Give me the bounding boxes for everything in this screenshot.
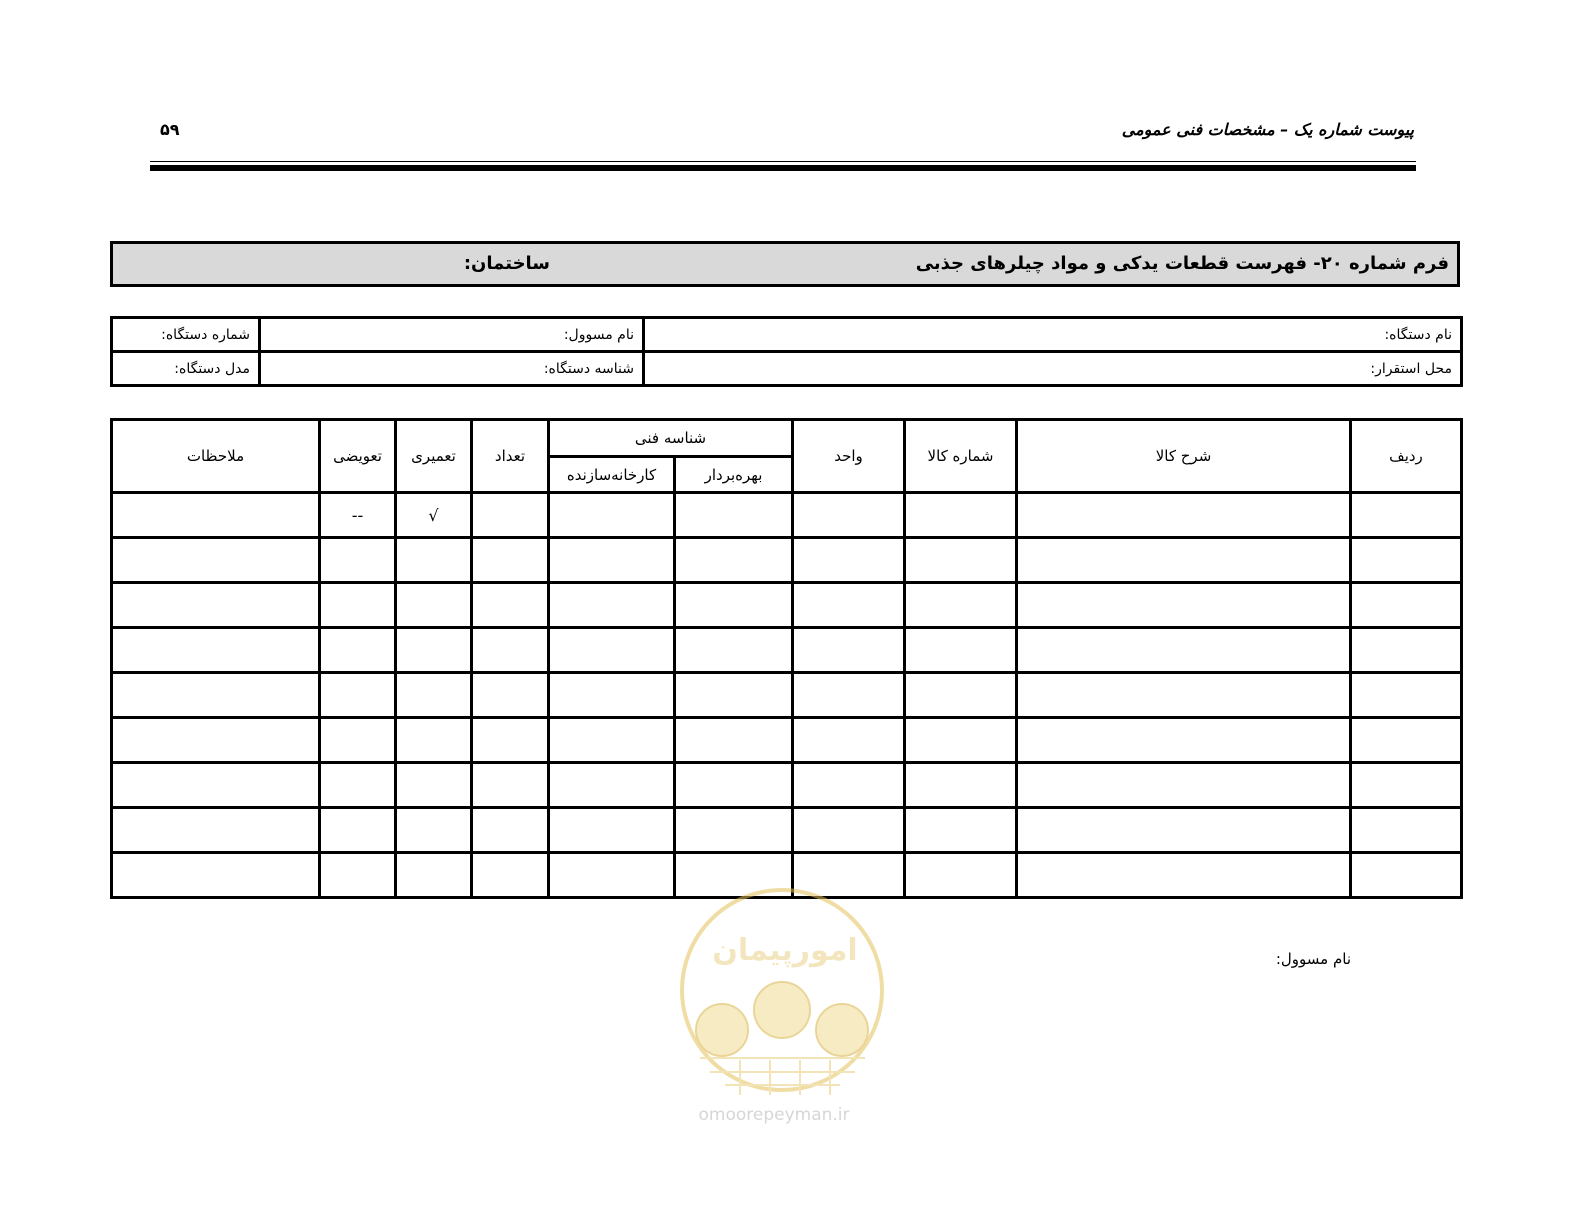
responsible-name-field[interactable]: نام مسوول: (260, 318, 644, 352)
cell-repairable[interactable] (396, 763, 472, 808)
table-row (112, 538, 1462, 583)
cell-description[interactable] (1017, 763, 1351, 808)
cell-quantity[interactable] (472, 718, 549, 763)
cell-item-number[interactable] (905, 538, 1017, 583)
cell-row-no[interactable] (1351, 673, 1462, 718)
cell-remarks[interactable] (112, 538, 320, 583)
cell-row-no[interactable] (1351, 628, 1462, 673)
building-field-label: ساختمان: (463, 253, 550, 274)
header-unit: واحد (793, 420, 905, 493)
cell-remarks[interactable] (112, 718, 320, 763)
cell-remarks[interactable] (112, 853, 320, 898)
cell-remarks[interactable] (112, 808, 320, 853)
watermark-gear-left-icon (696, 1004, 748, 1056)
cell-operator[interactable] (675, 763, 793, 808)
form-title-bar (110, 241, 1460, 287)
header-row-no: ردیف (1351, 420, 1462, 493)
cell-unit[interactable] (793, 718, 905, 763)
cell-quantity[interactable] (472, 673, 549, 718)
cell-item-number[interactable] (905, 763, 1017, 808)
device-number-field[interactable]: شماره دستگاه: (112, 318, 260, 352)
table-row (112, 493, 1462, 538)
device-info-table (110, 316, 1463, 387)
cell-quantity[interactable] (472, 808, 549, 853)
header-rule-thin (150, 161, 1416, 162)
document-header-title: پیوست شماره یک – مشخصات فنی عمومی (1121, 120, 1414, 139)
cell-manufacturer[interactable] (549, 718, 675, 763)
page-number: ۵۹ (160, 120, 180, 139)
table-row (112, 718, 1462, 763)
table-row (112, 763, 1462, 808)
cell-repairable[interactable] (396, 583, 472, 628)
watermark-gear-center-icon (754, 982, 810, 1038)
cell-row-no[interactable] (1351, 808, 1462, 853)
cell-repairable[interactable] (396, 673, 472, 718)
cell-description[interactable] (1017, 538, 1351, 583)
cell-quantity[interactable] (472, 853, 549, 898)
cell-manufacturer[interactable] (549, 538, 675, 583)
cell-description[interactable] (1017, 718, 1351, 763)
cell-quantity[interactable] (472, 583, 549, 628)
cell-manufacturer[interactable] (549, 673, 675, 718)
header-repairable: تعمیری (396, 420, 472, 493)
cell-item-number[interactable] (905, 718, 1017, 763)
cell-description[interactable] (1017, 583, 1351, 628)
cell-repairable[interactable] (396, 628, 472, 673)
cell-unit[interactable] (793, 583, 905, 628)
header-remarks: ملاحظات (112, 420, 320, 493)
cell-unit[interactable] (793, 538, 905, 583)
cell-row-no[interactable] (1351, 718, 1462, 763)
cell-operator[interactable] (675, 583, 793, 628)
cell-item-number[interactable] (905, 493, 1017, 538)
cell-manufacturer[interactable] (549, 763, 675, 808)
install-location-field[interactable]: محل استقرار: (644, 352, 1462, 386)
footer-responsible-label: نام مسوول: (1275, 950, 1351, 968)
cell-description[interactable] (1017, 673, 1351, 718)
cell-replaceable[interactable] (320, 853, 396, 898)
header-description: شرح کالا (1017, 420, 1351, 493)
cell-unit[interactable] (793, 628, 905, 673)
cell-replaceable[interactable] (320, 763, 396, 808)
cell-repairable[interactable] (396, 538, 472, 583)
cell-item-number[interactable] (905, 853, 1017, 898)
table-row (112, 808, 1462, 853)
cell-quantity[interactable] (472, 628, 549, 673)
cell-replaceable[interactable] (320, 538, 396, 583)
cell-remarks[interactable] (112, 628, 320, 673)
watermark-gear-right-icon (816, 1004, 868, 1056)
cell-operator[interactable] (675, 718, 793, 763)
header-manufacturer: کارخانه‌سازنده (549, 457, 675, 493)
cell-replaceable[interactable] (320, 808, 396, 853)
cell-remarks[interactable] (112, 763, 320, 808)
cell-remarks[interactable] (112, 493, 320, 538)
header-replaceable: تعویضی (320, 420, 396, 493)
cell-repairable[interactable] (396, 718, 472, 763)
cell-item-number[interactable] (905, 808, 1017, 853)
cell-row-no[interactable] (1351, 763, 1462, 808)
cell-replaceable[interactable] (320, 673, 396, 718)
cell-operator[interactable] (675, 538, 793, 583)
cell-row-no[interactable] (1351, 493, 1462, 538)
cell-item-number[interactable] (905, 583, 1017, 628)
watermark-logo (670, 880, 900, 1140)
cell-description[interactable] (1017, 808, 1351, 853)
table-row (112, 673, 1462, 718)
device-model-field[interactable]: مدل دستگاه: (112, 352, 260, 386)
cell-repairable[interactable] (396, 853, 472, 898)
cell-quantity[interactable] (472, 493, 549, 538)
cell-quantity[interactable] (472, 538, 549, 583)
header-item-number: شماره کالا (905, 420, 1017, 493)
cell-unit[interactable] (793, 808, 905, 853)
cell-description[interactable] (1017, 853, 1351, 898)
table-row (112, 628, 1462, 673)
cell-replaceable[interactable]: -- (320, 493, 396, 538)
spare-parts-table (110, 418, 1463, 899)
cell-description[interactable] (1017, 628, 1351, 673)
cell-repairable[interactable]: √ (396, 493, 472, 538)
cell-repairable[interactable] (396, 808, 472, 853)
cell-item-number[interactable] (905, 628, 1017, 673)
cell-row-no[interactable] (1351, 538, 1462, 583)
table-row (112, 583, 1462, 628)
cell-manufacturer[interactable] (549, 493, 675, 538)
watermark-site-text: omoorepeyman.ir (698, 1105, 850, 1125)
cell-unit[interactable] (793, 493, 905, 538)
device-name-field[interactable]: نام دستگاه: (644, 318, 1462, 352)
cell-manufacturer[interactable] (549, 583, 675, 628)
form-title: فرم شماره ۲۰- فهرست قطعات یدکی و مواد چیلرهای جذبی (915, 253, 1449, 274)
cell-operator[interactable] (675, 808, 793, 853)
cell-replaceable[interactable] (320, 583, 396, 628)
device-id-field[interactable]: شناسه دستگاه: (260, 352, 644, 386)
cell-remarks[interactable] (112, 583, 320, 628)
cell-description[interactable] (1017, 493, 1351, 538)
cell-row-no[interactable] (1351, 853, 1462, 898)
header-tech-id: شناسه فنی (549, 420, 793, 457)
cell-manufacturer[interactable] (549, 853, 675, 898)
cell-unit[interactable] (793, 673, 905, 718)
cell-unit[interactable] (793, 763, 905, 808)
cell-remarks[interactable] (112, 673, 320, 718)
watermark-logo-text: امورپیمان (712, 933, 858, 968)
cell-operator[interactable] (675, 673, 793, 718)
cell-manufacturer[interactable] (549, 808, 675, 853)
cell-quantity[interactable] (472, 763, 549, 808)
header-quantity: تعداد (472, 420, 549, 493)
cell-manufacturer[interactable] (549, 628, 675, 673)
header-rule-thick (150, 165, 1416, 171)
header-operator: بهره‌بردار (675, 457, 793, 493)
cell-row-no[interactable] (1351, 583, 1462, 628)
cell-replaceable[interactable] (320, 628, 396, 673)
cell-replaceable[interactable] (320, 718, 396, 763)
cell-operator[interactable] (675, 628, 793, 673)
cell-item-number[interactable] (905, 673, 1017, 718)
table-body (112, 493, 1462, 898)
cell-operator[interactable] (675, 493, 793, 538)
